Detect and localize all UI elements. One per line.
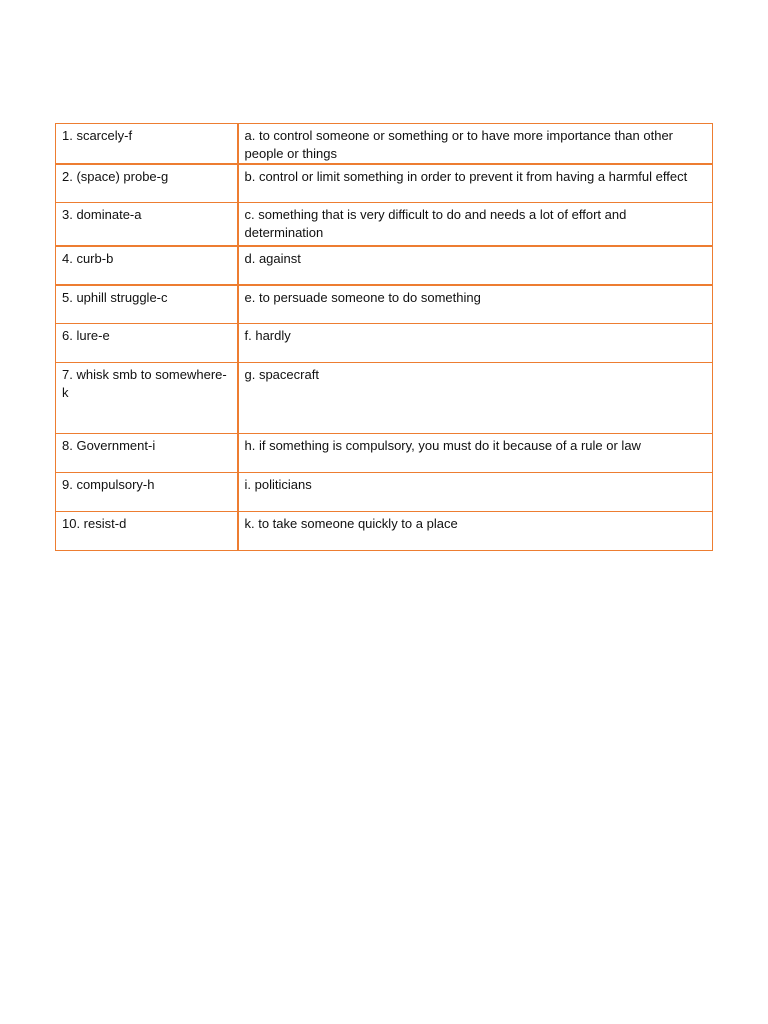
table-row: [56, 473, 713, 512]
definition-cell: b. control or limit something in order to prevent it from having a harmful effect: [238, 164, 713, 203]
term-cell: 7. whisk smb to somewhere-k: [56, 363, 238, 434]
table-row: [56, 203, 713, 246]
table-row: [56, 164, 713, 203]
term-cell: 3. dominate-a: [56, 203, 238, 246]
definition-cell: g. spacecraft: [238, 363, 713, 434]
term-cell: 8. Government-i: [56, 434, 238, 473]
term-cell: 9. compulsory-h: [56, 473, 238, 512]
term-cell: 6. lure-e: [56, 324, 238, 363]
term-cell: 2. (space) probe-g: [56, 164, 238, 203]
table-row: [56, 363, 713, 434]
table-row: [56, 324, 713, 363]
table-row: [56, 246, 713, 285]
table-row: [56, 285, 713, 324]
term-cell: 5. uphill struggle-c: [56, 285, 238, 324]
definition-cell: a. to control someone or something or to have more importance than other people or things: [238, 124, 713, 164]
definition-cell: i. politicians: [238, 473, 713, 512]
table-row: [56, 512, 713, 551]
vocabulary-matching-table: [55, 123, 713, 551]
definition-cell: h. if something is compulsory, you must do it because of a rule or law: [238, 434, 713, 473]
term-cell: 1. scarcely-f: [56, 124, 238, 164]
table-row: [56, 124, 713, 164]
table-row: [56, 434, 713, 473]
definition-cell: c. something that is very difficult to do and needs a lot of effort and determination: [238, 203, 713, 246]
definition-cell: d. against: [238, 246, 713, 285]
definition-cell: f. hardly: [238, 324, 713, 363]
definition-cell: e. to persuade someone to do something: [238, 285, 713, 324]
term-cell: 10. resist-d: [56, 512, 238, 551]
definition-cell: k. to take someone quickly to a place: [238, 512, 713, 551]
term-cell: 4. curb-b: [56, 246, 238, 285]
